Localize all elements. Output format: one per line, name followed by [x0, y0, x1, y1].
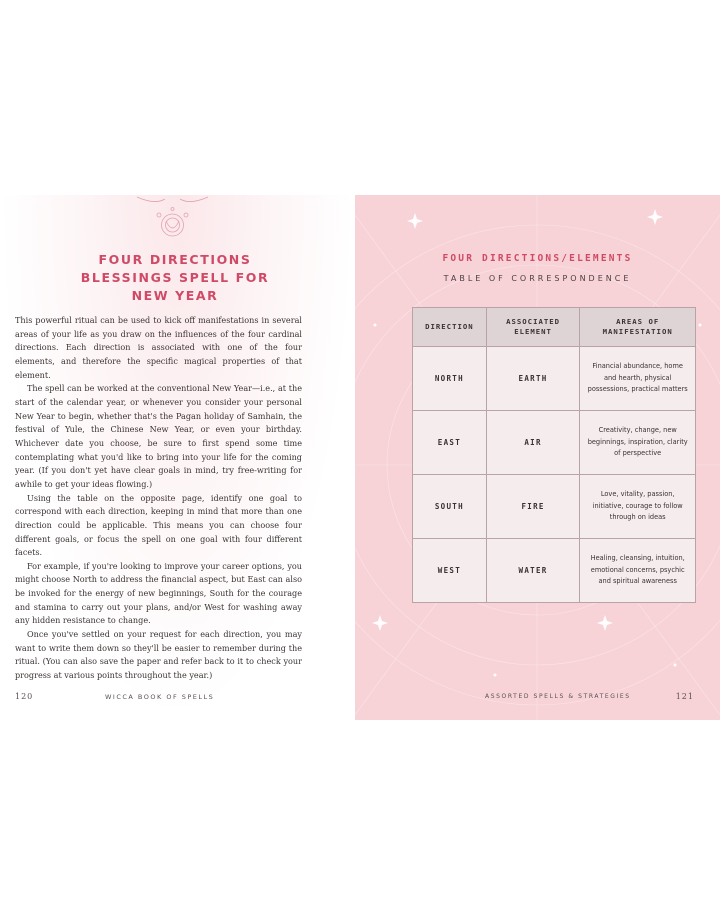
page-number: 121	[675, 692, 694, 701]
table-subtitle: TABLE OF CORRESPONDENCE	[443, 274, 632, 283]
spell-title	[30, 251, 320, 305]
areas-cell: Love, vitality, passion, initiative, courage to follow through on ideas	[580, 475, 696, 539]
areas-cell: Financial abundance, home and hearth, physical possessions, practical matters	[580, 347, 696, 411]
spell-body	[15, 314, 302, 683]
column-header: AREAS OF MANIFESTATION	[580, 308, 696, 347]
element-cell: EARTH	[486, 347, 580, 411]
paragraph: Using the table on the opposite page, identify one goal to correspond with each direction, keeping in mind that more than one direction could be applicable. This means you can choose four different goals, or focus the spell on one goal with four different facets.	[15, 492, 302, 558]
direction-cell: SOUTH	[413, 475, 487, 539]
paragraph: Once you've settled on your request for each direction, you may want to write them down so they'll be easier to remember during the ritual. (You can also save the paper and refer back to it to check your progress at various points throughout the year.)	[15, 629, 302, 681]
right-footer	[355, 692, 710, 702]
left-page	[0, 195, 355, 720]
direction-cell: EAST	[413, 411, 487, 475]
table-row	[413, 475, 696, 539]
element-cell: FIRE	[486, 475, 580, 539]
moon-ornament-icon	[135, 195, 210, 243]
direction-cell: NORTH	[413, 347, 487, 411]
title-line: FOUR DIRECTIONS	[98, 252, 252, 267]
correspondence-table	[412, 307, 696, 603]
right-page	[355, 195, 720, 720]
paragraph: For example, if you're looking to improve your career options, you might choose North to address the financial aspect, but East can also be invoked for the energy of new beginnings, South for the courage and stamina to carry out your plans, and/or West for washing away any hidden resistance to change.	[15, 560, 302, 626]
table-row	[413, 539, 696, 603]
title-line: BLESSINGS SPELL FOR	[80, 270, 270, 285]
table-row	[413, 347, 696, 411]
table-header-row	[413, 308, 696, 347]
running-head: ASSORTED SPELLS & STRATEGIES	[485, 693, 631, 700]
direction-cell: WEST	[413, 539, 487, 603]
paragraph: The spell can be worked at the conventional New Year—i.e., at the start of the calendar year, or whenever you consider your personal New Year to begin, whether that's the Pagan holiday of Samhain, the festival of Yule, the Chinese New Year, or even your birthday. Whichever date you choose, be sure to first spend some time contemplating what you'd like to bring into your life for the coming year. (If you don't yet have clear goals in mind, try free-writing for awhile to get your ideas flowing.)	[15, 383, 302, 489]
column-header: ASSOCIATED ELEMENT	[486, 308, 580, 347]
areas-cell: Healing, cleansing, intuition, emotional concerns, psychic and spiritual awareness	[580, 539, 696, 603]
book-spread	[0, 195, 720, 720]
element-cell: AIR	[486, 411, 580, 475]
column-header: DIRECTION	[413, 308, 487, 347]
running-head: WICCA BOOK OF SPELLS	[105, 693, 215, 701]
areas-cell: Creativity, change, new beginnings, inspiration, clarity of perspective	[580, 411, 696, 475]
paragraph: This powerful ritual can be used to kick off manifestations in several areas of your life as you draw on the influences of the four cardinal directions. Each direction is associated with one of the four elements, and therefore the specific magical properties of that element.	[15, 315, 302, 380]
table-row	[413, 411, 696, 475]
page-number: 120	[15, 692, 34, 701]
title-line: NEW YEAR	[131, 288, 219, 303]
table-title: FOUR DIRECTIONS/ELEMENTS	[442, 253, 633, 264]
element-cell: WATER	[486, 539, 580, 603]
left-footer	[15, 692, 315, 702]
